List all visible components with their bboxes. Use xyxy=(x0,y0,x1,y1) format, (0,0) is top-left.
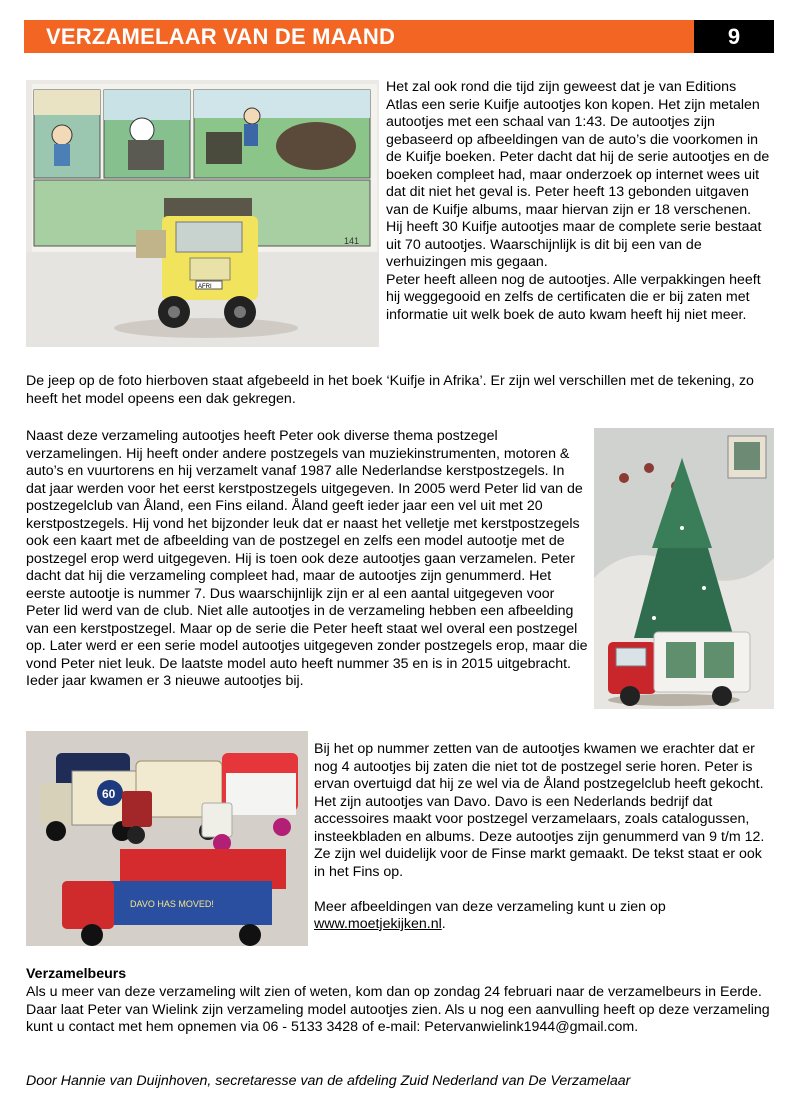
byline: Door Hannie van Duijnhoven, secretaresse van de afdeling Zuid Nederland van De Verzamelaar xyxy=(26,1073,631,1089)
more-images-text: Meer afbeeldingen van deze verzameling kunt u zien op xyxy=(314,898,666,915)
link-suffix: . xyxy=(441,916,446,932)
section4-body: Als u meer van deze verzameling wilt zien of weten, kom dan op zondag 24 februari naar de verzamelbeurs in Eerde. Daar laat Peter van Wielink zijn verzameling model autootjes zien. Als u nog een aanvulling heeft op deze verzameling kunt u contact met hem opnemen via 06 - 5133 3428 of e-mail: Petervanwielink1944@gmail.com. xyxy=(26,984,770,1035)
section3-paragraph-2 xyxy=(314,899,776,934)
van-badge: 60 xyxy=(102,787,116,801)
section3-column-text xyxy=(314,741,776,934)
website-link[interactable]: www.moetjekijken.nl xyxy=(314,916,442,932)
photo-tintin-jeep xyxy=(26,80,379,347)
photo-davo-vans xyxy=(26,731,308,946)
section2-text: Naast deze verzameling autootjes heeft Peter ook diverse thema postzegel verzamelingen. Hij heeft onder andere postzegels van muziekinstrumenten, motoren & auto’s en vuurtorens en hij verzamelt vanaf 1987 alle Nederlandse kerstpostzegels. In dat jaar werden voor het eerst kerstpostzegels uitgegeven. In 2005 werd Peter lid van de postzegelclub van Åland, een Fins eiland. Åland geeft ieder jaar een vel uit met 20 kerstpostzegels. Hij vond het bijzonder leuk dat er naast het velletje met kerstpostzegels ook een kaart met de afbeelding van de postzegel en zelfs een model autootje met de postzegel erop werd uitgegeven. Hij is toen ook deze autootjes gaan verzamelen. Peter dacht dat hij die verzameling compleet had, maar de autootjes zijn genummerd. Het eerste autootje is nummer 7. Dus waarschijnlijk zijn er al een aantal uitgegeven voor Peter lid werd van de club. Niet alle autootjes in de verzameling hebben een afbeelding van een kerstpostzegel. Maar op de serie die Peter heeft staat wel overal een postzegel op. Later werd er een serie model autootjes uitgegeven zonder postzegels erop, maar die vond Peter niet leuk. De laatste model auto heeft nummer 35 en is in 2015 uitgebracht. Ieder jaar kwamen er 3 nieuwe autootjes bij. xyxy=(26,428,588,689)
book-page-number: 141 xyxy=(344,236,360,246)
davo-vans-illustration xyxy=(26,731,308,946)
section1-paragraph-2: Peter heeft alleen nog de autootjes. Alle verpakkingen heeft hij weggegooid en zelfs de certificaten die er bij zaten met informatie uit welk boek de auto kwam heeft hij niet meer. xyxy=(386,271,761,323)
page-number: 9 xyxy=(694,20,774,53)
section4-heading: Verzamelbeurs xyxy=(26,966,127,982)
van-side-text: DAVO HAS MOVED! xyxy=(130,899,214,909)
photo-christmas-van xyxy=(594,428,774,709)
tintin-jeep-illustration xyxy=(26,80,379,347)
section1-caption: De jeep op de foto hierboven staat afgebeeld in het boek ‘Kuifje in Afrika’. Er zijn wel verschillen met de tekening, zo heeft het model opeens een dak gekregen. xyxy=(26,373,754,407)
section1-column-text xyxy=(386,79,770,324)
christmas-van-illustration xyxy=(594,428,774,709)
page-title: VERZAMELAAR VAN DE MAAND xyxy=(46,24,396,49)
page-header xyxy=(24,20,774,53)
plate-text: AFRI xyxy=(198,284,212,290)
section1-paragraph-1: Het zal ook rond die tijd zijn geweest dat je van Editions Atlas een serie Kuifje autootjes kon kopen. Het zijn metalen autootjes met een schaal van 1:43. De autootjes zijn gebaseerd op afbeeldingen van de auto’s die voorkomen in de Kuifje boeken. Peter dacht dat hij de serie autootjes en de boeken compleet had, maar onderzoek op internet wees uit dat dit niet het geval is. Peter heeft 13 gebonden uitgaven van de Kuifje albums, maar hiervan zijn er 18 verschenen. Hij heeft 30 Kuifje autootjes maar de complete serie bestaat uit 70 autootjes. Waarschijnlijk is dit bij een van de verhuizingen mis gegaan. xyxy=(386,79,770,270)
section3-paragraph-1: Bij het op nummer zetten van de autootjes kwamen we erachter dat er nog 4 autootjes bij zaten die niet tot de postzegel serie horen. Peter is ervan overtuigd dat hij ze wel via de Åland postzegelclub heeft gekocht. Het zijn autootjes van Davo. Davo is een Nederlands bedrijf dat accessoires maakt voor postzegel verzamelaars, zoals catalogussen, insteekbladen en albums. Deze autootjes zijn genummerd van 9 t/m 12. Ze zijn wel duidelijk voor de Finse markt gemaakt. De tekst staat er ook in het Fins op. xyxy=(314,741,765,880)
